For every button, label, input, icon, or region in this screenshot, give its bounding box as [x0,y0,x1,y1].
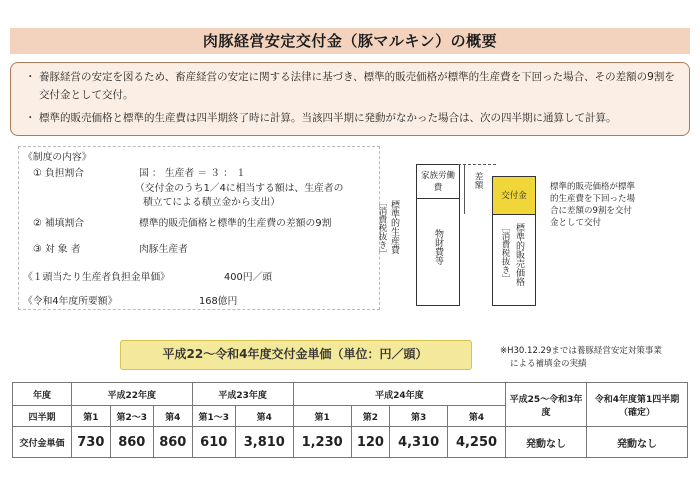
year-h24: 平成24年度 [293,383,505,406]
item1-note-1: （交付金のうち1／4に相当する額は、生産者の [135,183,344,194]
table-cell: 860 [110,427,153,458]
quarter: 第1 [293,406,351,427]
system-details [18,146,380,310]
goods-cost-box [416,198,460,306]
year-r4: 令和4年度第1四半期（確定） [587,383,688,427]
bullet-mark: ・ [25,71,36,83]
table-cell: 120 [351,427,390,458]
row-label-price: 交付金単価 [13,427,72,458]
table-cell: 4,310 [390,427,448,458]
table-cell: 発動なし [506,427,587,458]
table-cell: 1,230 [293,427,351,458]
table-cell: 860 [153,427,192,458]
quarter: 第2～3 [110,406,153,427]
family-labor-box [416,164,460,200]
row-label-year: 年度 [13,383,72,406]
price-box [492,214,536,306]
year-h25-r3: 平成25～令和3年度 [506,383,587,427]
explain-line-4: 金として交付 [550,218,602,228]
quarter: 第4 [448,406,506,427]
summary-line-2: 標準的販売価格と標準的生産費は四半期終了時に計算。当該四半期に発動がなかった場合は、次の四半期に通算して計算。 [39,112,617,124]
quarter: 第1 [72,406,111,427]
price-axis-label: 標準的販売価格 [514,223,524,286]
item1-label: ① 負担割合 [33,168,85,179]
burden-label: 《１頭当たり生産者負担金単価》 [23,272,170,283]
diff-arrow [464,164,465,214]
explain-line-2: 的生産費を下回った場 [550,194,636,204]
quarter: 第1～3 [192,406,235,427]
quarter: 第3 [390,406,448,427]
diff-label: 差額 [473,172,483,189]
quarter: 第2 [351,406,390,427]
item3-value: 肉豚生産者 [139,244,188,255]
row-label-quarter: 四半期 [13,406,72,427]
item2-label: ② 補填割合 [33,218,85,229]
summary-line-1: 養豚経営の安定を図るため、畜産経営の安定に関する法律に基づき、標準的販売価格が標準的生産費を下回った場合、その差額の9割を交付金として交付。 [39,71,675,101]
table-cell: 4,250 [448,427,506,458]
explain-line-1: 標準的販売価格が標準 [550,182,636,192]
banner-title: 平成22～令和4年度交付金単価（単位：円／頭） [162,347,428,361]
table-cell: 610 [192,427,235,458]
table-cell: 発動なし [587,427,688,458]
item2-value: 標準的販売価格と標準的生産費の差額の9割 [139,218,332,229]
quarter: 第4 [235,406,293,427]
table-cell: 730 [72,427,111,458]
item1-note-2: 積立てによる積立金から支出） [143,197,281,208]
grant-box [492,176,536,216]
burden-value: 400円／頭 [224,272,273,283]
cost-axis-label: 標準的生産費 [389,200,399,254]
table-cell: 3,810 [235,427,293,458]
subsidy-table [12,382,688,458]
cost-axis-note: ［消費税抜き］ [377,198,387,258]
budget-label: 《令和4年度所要額》 [23,296,118,307]
banner-note-2: による補填金の実績 [510,359,587,369]
family-labor-label: 家族労働費 [420,171,455,193]
banner-note-1: ※H30.12.29までは養豚経営安定対策事業 [500,346,662,356]
bullet-mark: ・ [25,112,36,124]
budget-value: 168億円 [199,296,238,307]
goods-cost-label: 物財費等 [433,229,443,265]
page-title: 肉豚経営安定交付金（豚マルキン）の概要 [202,32,498,50]
quarter: 第4 [153,406,192,427]
details-heading: 《制度の内容》 [23,152,92,163]
year-h22: 平成22年度 [72,383,193,406]
subsidy-diagram [377,150,690,320]
grant-label: 交付金 [501,191,527,201]
summary-box [10,62,690,136]
item3-label: ③ 対 象 者 [33,244,81,255]
price-axis-note: ［消費税抜き］ [500,223,510,283]
explain-line-3: 合に差額の9割を交付 [550,206,632,216]
item1-value: 国 ： 生産者 ＝ ３ ： １ [139,168,246,179]
year-h23: 平成23年度 [192,383,293,406]
